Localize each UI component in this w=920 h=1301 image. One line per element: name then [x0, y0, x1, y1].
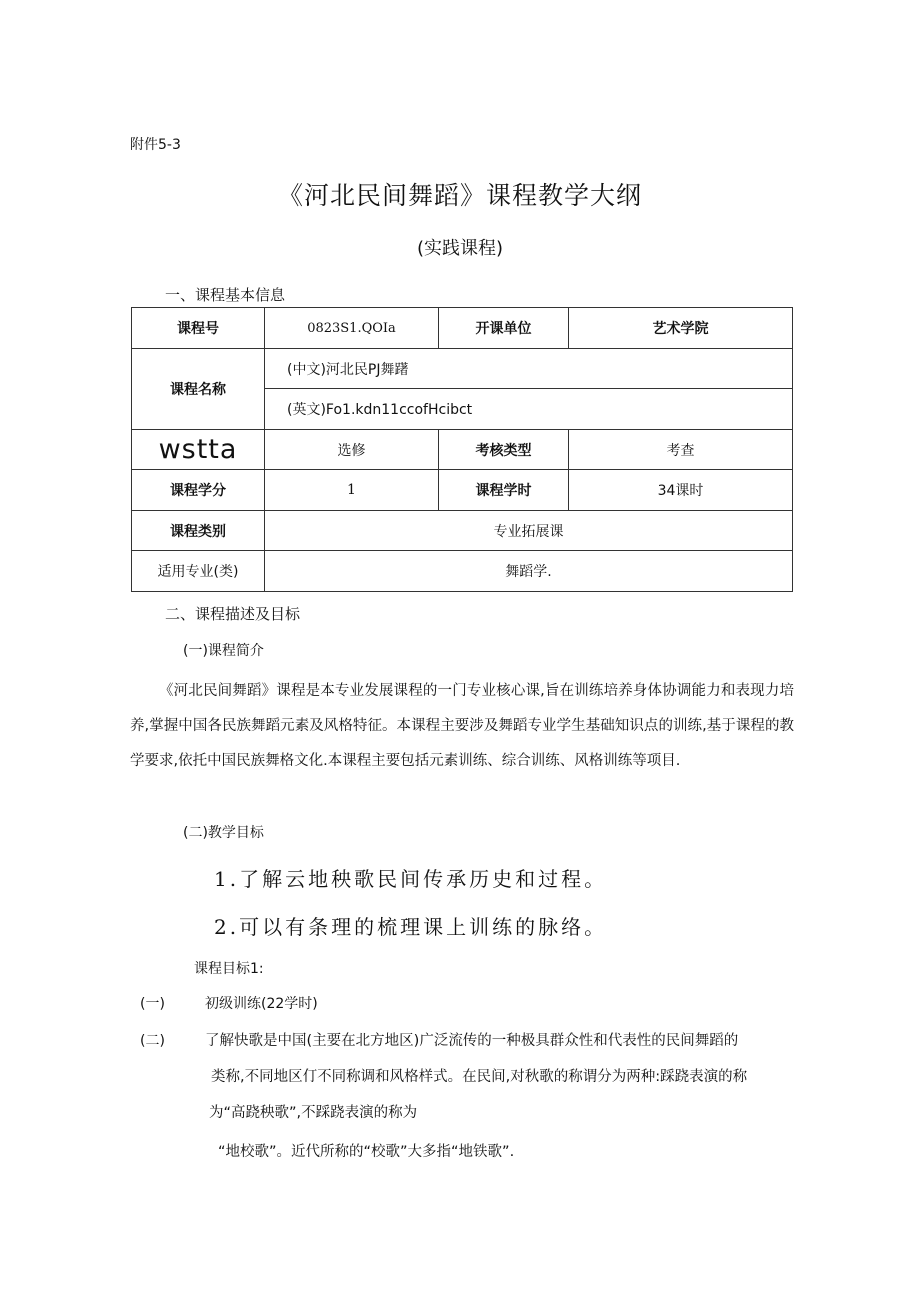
- course-info-table: [131, 307, 793, 592]
- table-row: [132, 551, 793, 592]
- credit-label: 课程学分: [132, 470, 265, 511]
- credit-value: 1: [265, 470, 439, 511]
- goal-item-2: 2.可以有条理的梳理课上训练的脉络。: [214, 915, 608, 939]
- course-name-en: (英文)Fo1.kdn11ccofHcibct: [265, 389, 793, 430]
- dept-label: 开课单位: [439, 308, 569, 349]
- assess-type-value: 考查: [569, 430, 793, 470]
- table-row: [132, 308, 793, 349]
- category-label: 课程类别: [132, 511, 265, 551]
- course-name-label: 课程名称: [132, 349, 265, 430]
- dept-value: 艺术学院: [569, 308, 793, 349]
- course-no-label: 课程号: [132, 308, 265, 349]
- attachment-label: 附件5-3: [130, 137, 181, 153]
- table-row: [132, 430, 793, 470]
- list-item-2-line-1: 了解快歌是中国(主要在北方地区)广泛流传的一种极具群众性和代表性的民间舞蹈的: [205, 1033, 739, 1049]
- course-nature-label: wstta: [132, 430, 265, 470]
- goal-item-1: 1.了解云地秧歌民间传承历史和过程。: [214, 867, 608, 891]
- section-heading-basic-info: 一、课程基本信息: [165, 286, 286, 304]
- subheading-intro: (一)课程简介: [183, 643, 264, 659]
- course-nature-value: 选修: [265, 430, 439, 470]
- assess-type-label: 考核类型: [439, 430, 569, 470]
- hours-label: 课程学时: [439, 470, 569, 511]
- list-item-2-line-4: “地校歌”。近代所称的“校歌”大多指“地铁歌”.: [218, 1144, 515, 1160]
- course-name-cn: (中文)河北民PJ舞躇: [265, 349, 793, 389]
- list-number-2: (二): [140, 1033, 165, 1049]
- section-heading-description: 二、课程描述及目标: [165, 605, 301, 623]
- category-value: 专业拓展课: [265, 511, 793, 551]
- table-row: [132, 511, 793, 551]
- subheading-goals: (二)教学目标: [183, 825, 264, 841]
- list-number-1: (一): [140, 996, 165, 1012]
- document-subtitle: (实践课程): [416, 238, 504, 259]
- course-no-value: 0823S1.QOIa: [265, 308, 439, 349]
- list-item-2-line-2: 类称,不同地区仃不同称调和风格样式。在民间,对秋歌的称谓分为两种:踩跷表演的称: [211, 1069, 748, 1085]
- list-item-2-text: [205, 1023, 801, 1131]
- document-title: 《河北民间舞蹈》课程教学大纲: [277, 181, 642, 210]
- list-item-2-line-3: 为“高跷秧歌”,不踩跷表演的称为: [209, 1105, 418, 1121]
- major-label: 适用专业(类): [132, 551, 265, 592]
- intro-paragraph: 《河北民间舞蹈》课程是本专业发展课程的一门专业核心课,旨在训练培养身体协调能力和表现力培养,掌握中国各民族舞蹈元素及风格特征。本课程主要涉及舞蹈专业学生基础知识点的训练,基于课程的教学要求,依托中国民族舞格文化.本课程主要包括元素训练、综合训练、风格训练等项目.: [130, 683, 794, 769]
- course-goal-label: 课程目标1:: [194, 961, 264, 977]
- table-row: [132, 470, 793, 511]
- list-item-1-text: 初级训练(22学时): [205, 996, 318, 1012]
- hours-value: 34课时: [569, 470, 793, 511]
- table-row: [132, 349, 793, 389]
- major-value: 舞蹈学.: [265, 551, 793, 592]
